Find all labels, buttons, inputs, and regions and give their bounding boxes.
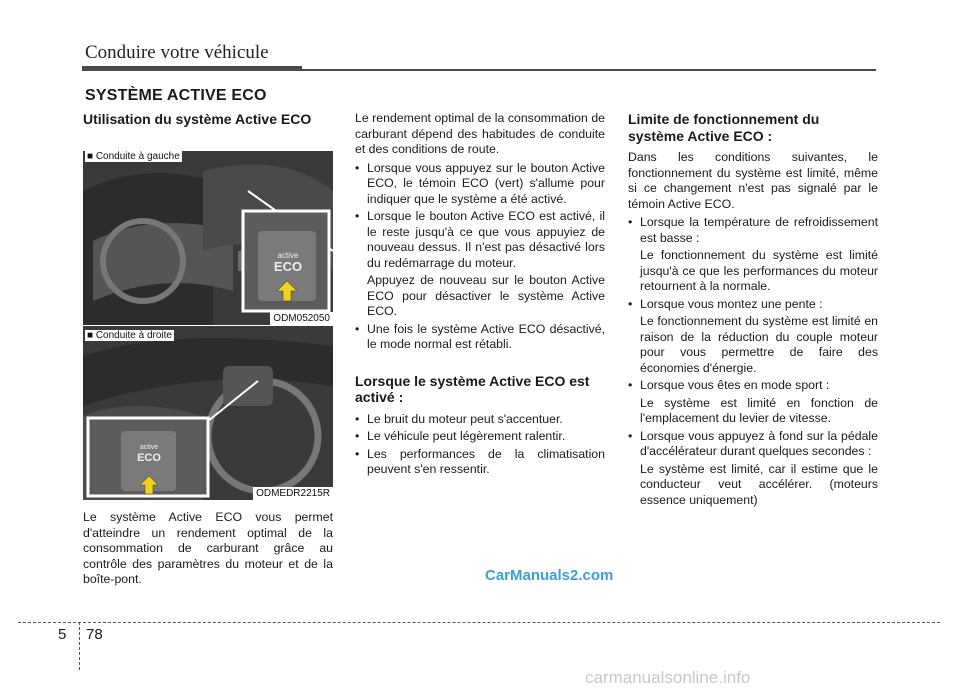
list-item: • Le véhicule peut légèrement ralentir.	[355, 429, 605, 445]
list-item: • Lorsque la température de refroidissement est basse :	[628, 215, 878, 246]
list-limits-3	[628, 378, 878, 394]
list-item: • Une fois le système Active ECO désactivé, le mode normal est rétabli.	[355, 322, 605, 353]
eco-button-text-top-rhd: active	[139, 444, 159, 451]
footer-divider-vertical	[79, 622, 80, 670]
page-chapter-number: 5	[58, 626, 67, 643]
list-activation	[355, 161, 605, 272]
figure-right-hand-drive	[83, 326, 333, 500]
figure-label-rhd: ■ Conduite à droite	[87, 330, 172, 341]
watermark-link[interactable]: CarManuals2.com	[485, 567, 614, 584]
eco-button-text-top-lhd: active	[277, 251, 299, 260]
eco-button-text-bottom-rhd: ECO	[137, 452, 161, 464]
paragraph-usage: Le système Active ECO vous permet d'atteindre un rendement optimal de la consommation de carburant grâce au contrôle des paramètres du moteur et de la boîte-pont.	[83, 510, 333, 586]
list-limits-4	[628, 429, 878, 460]
footer-site-mark[interactable]: carmanualsonline.info	[585, 668, 751, 687]
heading-limits: Limite de fonctionnement du système Active ECO :	[628, 111, 820, 144]
section-title: SYSTÈME ACTIVE ECO	[85, 87, 267, 104]
heading-usage: Utilisation du système Active ECO	[83, 111, 312, 127]
header-rule-thin	[302, 69, 876, 71]
list-limits	[628, 215, 878, 246]
list-item: • Lorsque vous appuyez à fond sur la pédale d'accélérateur durant quelques secondes :	[628, 429, 878, 460]
dashboard-photo-rhd	[83, 326, 333, 500]
column-left	[83, 111, 333, 134]
figure-code-rhd: ODMEDR2215R	[253, 487, 333, 500]
list-deactivation	[355, 322, 605, 353]
list-item-continuation: Le fonctionnement du système est limité jusqu'à ce que les performances du moteur retournent à la normale.	[640, 248, 878, 293]
list-item: • Lorsque le bouton Active ECO est activé, il le reste jusqu'à ce que vous appuyiez de nouveau dessus. Il n'est pas désactivé lors du redémarrage du moteur.	[355, 209, 605, 271]
list-item: • Le bruit du moteur peut s'accentuer.	[355, 412, 605, 428]
list-item: • Lorsque vous montez une pente :	[628, 297, 878, 313]
list-item-continuation: Appuyez de nouveau sur le bouton Active ECO pour désactiver le système Active ECO.	[367, 273, 605, 318]
figure-code-lhd: ODM052050	[270, 312, 333, 325]
dashboard-illustration-rhd	[83, 326, 333, 500]
list-item-continuation: Le fonctionnement du système est limité en raison de la réduction du couple moteur pour vous permettre de faire des économies d'énergie.	[640, 314, 878, 375]
figure-label-lhd: ■ Conduite à gauche	[87, 151, 180, 162]
dashboard-illustration-lhd	[83, 151, 333, 325]
list-limits-2	[628, 297, 878, 313]
footer-divider	[18, 622, 940, 623]
list-item: • Les performances de la climatisation peuvent s'en ressentir.	[355, 447, 605, 478]
heading-when-active: Lorsque le système Active ECO est activé :	[355, 372, 590, 405]
paragraph-limits-intro: Dans les conditions suivantes, le fonctionnement du système est limité, même si ce changement n'est pas signalé par le témoin Active ECO.	[628, 150, 878, 211]
header-rule-thick	[82, 66, 302, 71]
list-effects	[355, 412, 605, 478]
paragraph-intro: Le rendement optimal de la consommation de carburant dépend des habitudes de conduite et des conditions de route.	[355, 111, 605, 156]
list-item: • Lorsque vous êtes en mode sport :	[628, 378, 878, 394]
list-item-continuation: Le système est limité en fonction de l'emplacement du levier de vitesse.	[640, 395, 878, 425]
list-item: • Lorsque vous appuyez sur le bouton Active ECO, le témoin ECO (vert) s'allume pour indiquer que le système a été activé.	[355, 161, 605, 208]
figure-left-hand-drive	[83, 151, 333, 325]
dashboard-photo-lhd	[83, 151, 333, 325]
list-item-continuation: Le système est limité, car il estime que le conducteur veut accélérer. (moteurs essence uniquement)	[640, 461, 878, 507]
eco-button-text-bottom-lhd: ECO	[273, 259, 303, 274]
column-right	[628, 111, 878, 510]
column-left-bottom	[83, 510, 333, 590]
column-middle	[355, 111, 605, 480]
page-number: 78	[86, 626, 103, 643]
chapter-title: Conduire votre véhicule	[85, 42, 269, 63]
